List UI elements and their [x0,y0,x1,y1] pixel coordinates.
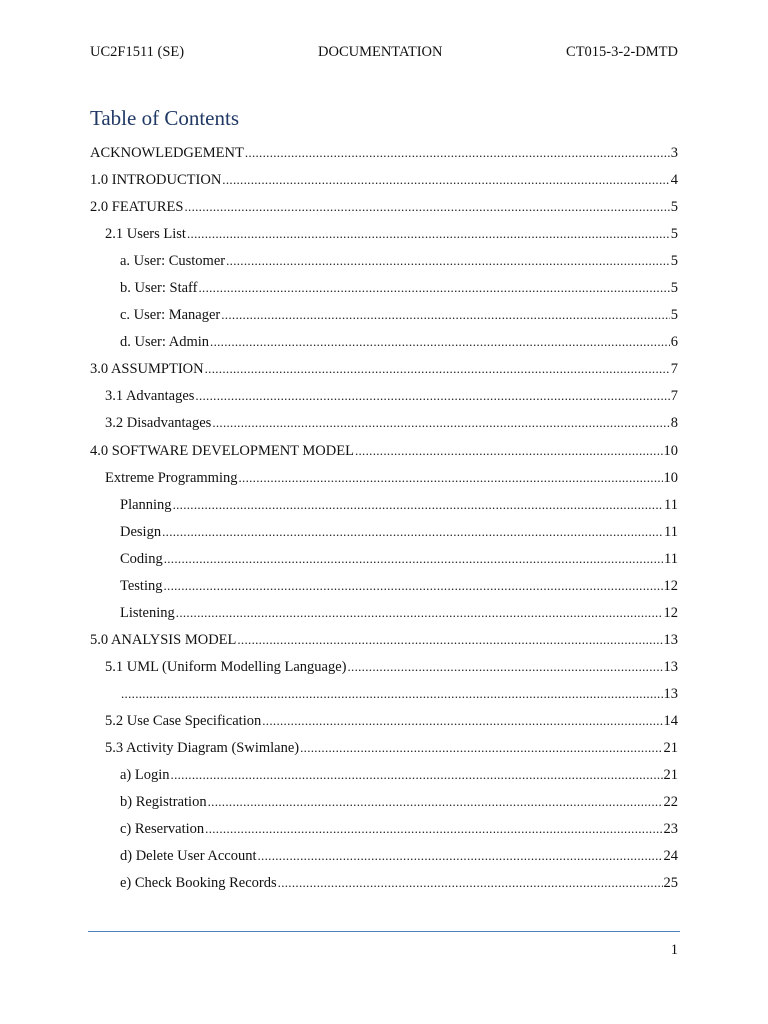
toc-entry[interactable] [90,357,678,384]
toc-entry-page-number: 3 [670,145,678,161]
toc-entry[interactable] [90,493,678,520]
toc-entry[interactable] [90,249,678,276]
toc-entry-page-number: 5 [670,253,678,270]
toc-dot-leader [212,411,669,435]
toc-entry-label: b. User: Staff [120,280,198,297]
toc-entry-page-number: 12 [663,604,678,621]
header-module-code: UC2F1511 (SE) [90,44,185,60]
toc-entry-page-number: 12 [663,577,678,594]
toc-dot-leader [184,195,669,219]
toc-entry-label: Planning [120,496,172,513]
toc-dot-leader [195,384,669,408]
toc-entry-label: 1.0 INTRODUCTION [90,172,222,189]
toc-entry[interactable] [90,303,678,330]
toc-entry-label: 3.1 Advantages [105,388,195,405]
toc-dot-leader [176,601,663,625]
toc-entry[interactable] [90,844,678,871]
toc-entry-label: 2.0 FEATURES [90,199,184,216]
toc-entry[interactable] [90,439,678,466]
toc-dot-leader [187,222,670,246]
toc-entry-label: c. User: Manager [120,307,221,324]
toc-dot-leader [278,871,663,895]
toc-dot-leader [238,466,662,490]
toc-entry-page-number: 21 [663,767,678,784]
toc-entry-label: d. User: Admin [120,334,210,351]
toc-dot-leader [205,817,662,841]
toc-entry[interactable] [90,736,678,763]
toc-entry[interactable] [90,574,678,601]
toc-entry[interactable] [90,871,678,898]
toc-entry-page-number: 13 [663,658,678,675]
toc-dot-leader [173,493,663,517]
toc-entry-page-number: 5 [670,199,678,216]
toc-entry-page-number: 13 [663,631,678,648]
toc-dot-leader [208,790,663,814]
toc-entry[interactable] [90,790,678,817]
toc-entry-label: 3.2 Disadvantages [105,415,212,432]
toc-dot-leader [355,439,663,463]
toc-dot-leader [237,628,662,652]
toc-entry-page-number: 21 [663,740,678,757]
toc-entry[interactable] [90,709,678,736]
toc-entry[interactable] [90,817,678,844]
toc-dot-leader [347,655,662,679]
toc-entry-label: c) Reservation [120,821,205,838]
toc-dot-leader [163,574,662,598]
toc-dot-leader [210,330,670,354]
toc-entry-page-number: 7 [670,361,678,378]
toc-entry-label: 4.0 SOFTWARE DEVELOPMENT MODEL [90,442,354,459]
toc-dot-leader [221,303,670,327]
toc-entry-page-number: 4 [670,172,678,189]
toc-entry[interactable] [90,222,678,249]
toc-entry-label: 2.1 Users List [105,226,186,243]
toc-dot-leader [121,682,663,706]
toc-dot-leader [222,168,669,192]
toc-entry-page-number: 23 [663,821,678,838]
toc-entry[interactable] [90,466,678,493]
toc-entry-page-number: 24 [663,848,678,865]
toc-entry[interactable] [90,141,678,168]
toc-dot-leader [205,357,670,381]
toc-entry[interactable] [90,384,678,411]
toc-entry-label: 5.1 UML (Uniform Modelling Language) [105,658,347,675]
toc-entry-page-number: 11 [664,550,678,567]
toc-entry-label: ACKNOWLEDGEMENT [90,145,244,161]
toc-title: Table of Contents [90,106,239,130]
toc-dot-leader [198,276,669,300]
toc-dot-leader [171,763,663,787]
toc-entry-label: 3.0 ASSUMPTION [90,361,204,378]
toc-entry[interactable] [90,330,678,357]
toc-entry-page-number: 13 [663,685,678,702]
toc-entry-page-number: 7 [670,388,678,405]
toc-entry-label: Listening [120,604,175,621]
toc-entry-page-number: 25 [663,875,678,892]
toc-dot-leader [258,844,663,868]
toc-entry-label: d) Delete User Account [120,848,257,865]
toc-entry-page-number: 11 [664,496,678,513]
toc-dot-leader [164,547,663,571]
toc-entry-label: e) Check Booking Records [120,875,277,892]
toc-entry-label: b) Registration [120,794,207,811]
toc-entry[interactable] [90,276,678,303]
toc-dot-leader [162,520,663,544]
header-course-code: CT015-3-2-DMTD [566,44,678,60]
toc-dot-leader [226,249,670,273]
page-header [90,44,678,66]
toc-entry-page-number: 6 [670,334,678,351]
toc-entry-label: Coding [120,550,163,567]
toc-entry[interactable] [90,520,678,547]
toc-entry-label: 5.3 Activity Diagram (Swimlane) [105,740,300,757]
toc-entry-page-number: 22 [663,794,678,811]
toc-entry[interactable] [90,628,678,655]
toc-entry[interactable] [90,411,678,438]
footer-divider [88,931,680,932]
toc-entry[interactable] [90,682,678,709]
toc-entry[interactable] [90,655,678,682]
toc-entry-page-number: 5 [670,307,678,324]
toc-entry-label: 5.2 Use Case Specification [105,712,262,729]
toc-dot-leader [300,736,662,760]
toc-dot-leader [245,141,670,165]
toc-entry-page-number: 8 [670,415,678,432]
toc-dot-leader [262,709,662,733]
toc-entry-label: a) Login [120,767,170,784]
toc-entry-page-number: 14 [663,712,678,729]
header-document-type: DOCUMENTATION [318,44,443,60]
toc-entry-label: Extreme Programming [105,469,238,486]
toc-entry-page-number: 5 [670,280,678,297]
toc-entry-label: Design [120,523,162,540]
toc-entry[interactable] [90,547,678,574]
toc-entry-label: 5.0 ANALYSIS MODEL [90,631,237,648]
toc-entry-label: a. User: Customer [120,253,226,270]
toc-entry[interactable] [90,195,678,222]
toc-entry-page-number: 11 [664,523,678,540]
page-number: 1 [670,942,678,958]
toc-list [90,141,678,898]
toc-entry-page-number: 5 [670,226,678,243]
toc-entry-page-number: 10 [663,442,678,459]
toc-entry[interactable] [90,763,678,790]
toc-entry[interactable] [90,168,678,195]
toc-entry-label: Testing [120,577,163,594]
toc-entry[interactable] [90,601,678,628]
toc-entry-page-number: 10 [663,469,678,486]
